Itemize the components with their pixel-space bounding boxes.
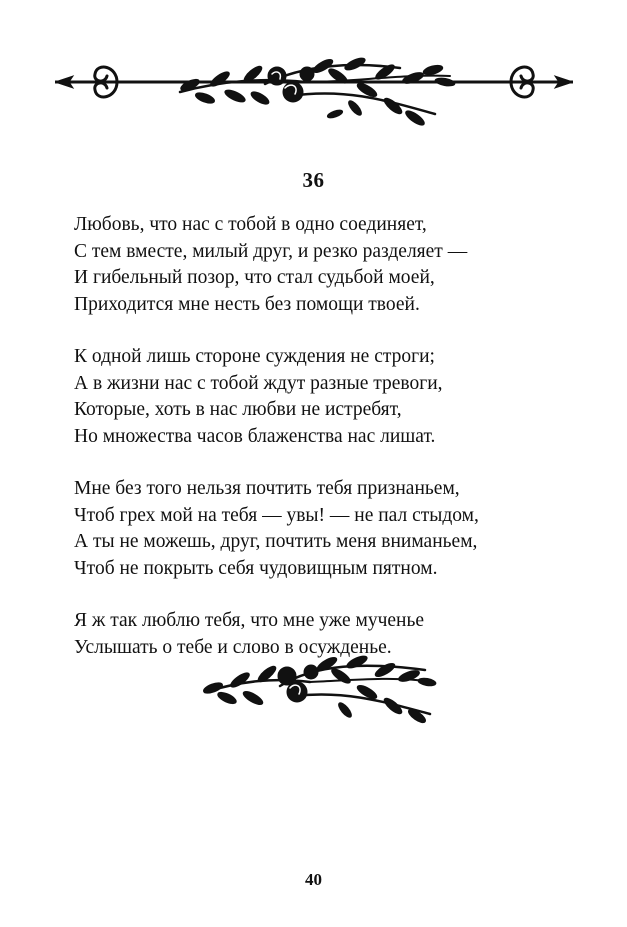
poem-line: Которые, хоть в нас любви не истребят, [74, 399, 402, 420]
floral-vignette-icon [195, 652, 440, 724]
floral-rule-ornament-icon [55, 52, 573, 130]
poem-line: А ты не можешь, друг, почтить меня вниманьем, [74, 531, 478, 552]
poem-line: С тем вместе, милый друг, и резко разделяет — [74, 240, 468, 262]
poem-line: Услышать о тебе и слово в осужденье. [74, 636, 392, 658]
poem-line: К одной лишь стороне суждения не строги; [74, 346, 435, 367]
poem-line: Но множества часов блаженства нас лишат. [74, 425, 436, 447]
poem-text [74, 212, 574, 687]
poem-line: Любовь, что нас с тобой в одно соединяет, [74, 214, 427, 235]
poem-line: Чтоб не покрыть себя чудовищным пятном. [74, 557, 438, 579]
poem-line: Мне без того нельзя почтить тебя признаньем, [74, 478, 460, 499]
sonnet-number: 36 [302, 168, 325, 192]
poem-line: Чтоб грех мой на тебя — увы! — не пал стыдом, [74, 504, 479, 526]
page-number: 40 [305, 870, 322, 889]
poem-line: А в жизни нас с тобой ждут разные тревоги, [74, 372, 443, 394]
stanza [74, 344, 574, 450]
stanza [74, 476, 574, 582]
poem-line: Приходится мне несть без помощи твоей. [74, 293, 420, 315]
stanza [74, 212, 574, 318]
poem-line: Я ж так люблю тебя, что мне уже мученье [74, 610, 425, 631]
poem-line: И гибельный позор, что стал судьбой моей, [74, 267, 435, 288]
